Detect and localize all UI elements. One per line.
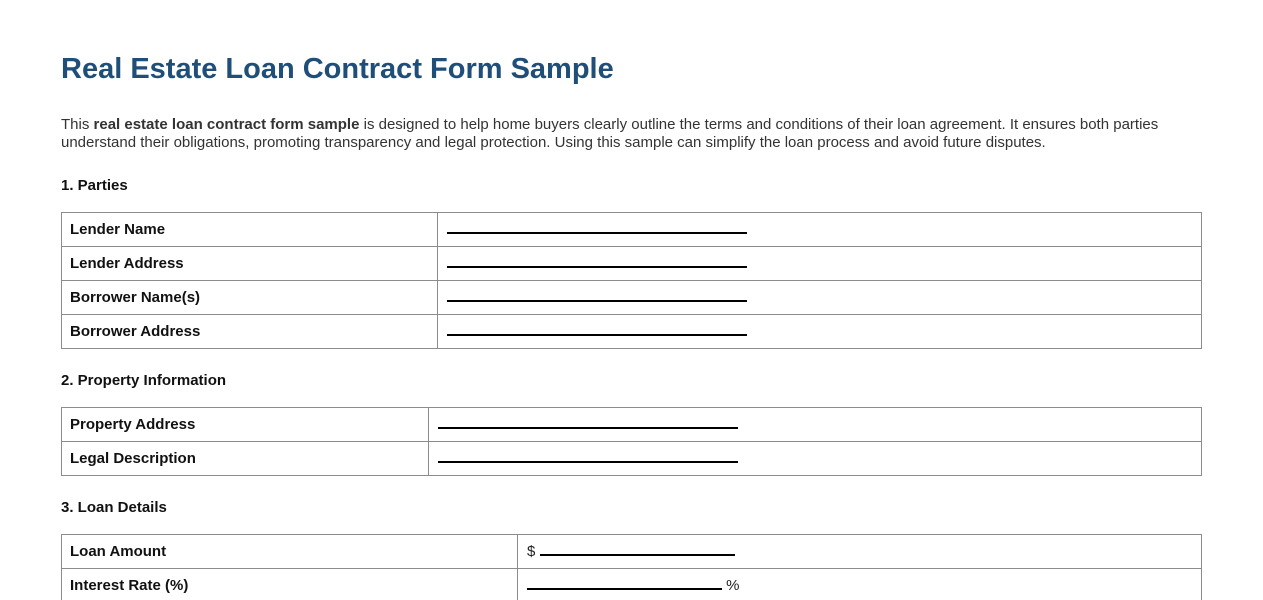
field-value-loan-amount	[518, 535, 1202, 569]
table-row	[62, 281, 1202, 315]
field-value-borrower-names	[438, 281, 1202, 315]
intro-bold-keyword: real estate loan contract form sample	[93, 116, 360, 133]
loan-details-table	[61, 534, 1202, 600]
field-label-lender-name: Lender Name	[62, 213, 438, 247]
section-heading-parties: 1. Parties	[61, 177, 128, 194]
section-heading-property-information: 2. Property Information	[61, 372, 227, 389]
blank-line	[447, 323, 747, 336]
blank-line	[447, 221, 747, 234]
table-row	[62, 569, 1202, 600]
field-label-interest-rate: Interest Rate (%)	[62, 569, 518, 600]
property-information-table	[61, 407, 1202, 476]
field-label-borrower-names: Borrower Name(s)	[62, 281, 438, 315]
blank-line	[438, 450, 738, 463]
document-page	[0, 53, 1263, 600]
table-row	[62, 315, 1202, 349]
percent-suffix: %	[726, 577, 740, 594]
field-value-property-address	[429, 408, 1202, 442]
table-row	[62, 408, 1202, 442]
page-title: Real Estate Loan Contract Form Sample	[61, 53, 614, 85]
currency-prefix: $	[527, 543, 536, 560]
intro-text-before: This	[61, 116, 94, 133]
table-row	[62, 535, 1202, 569]
blank-line	[527, 577, 722, 590]
field-label-borrower-address: Borrower Address	[62, 315, 438, 349]
field-value-borrower-address	[438, 315, 1202, 349]
field-label-lender-address: Lender Address	[62, 247, 438, 281]
field-label-property-address: Property Address	[62, 408, 429, 442]
blank-line	[447, 289, 747, 302]
field-label-loan-amount: Loan Amount	[62, 535, 518, 569]
parties-table	[61, 212, 1202, 349]
blank-line	[447, 255, 747, 268]
intro-text-after: is designed to help home buyers clearly outline the terms and conditions of their loan agreement. It ensures both parties understand their obligations, promoting transparency and legal protection. Using this sample can simplify the loan process and avoid future disputes.	[61, 116, 1159, 151]
section-heading-loan-details: 3. Loan Details	[61, 499, 167, 516]
table-row	[62, 247, 1202, 281]
field-value-lender-name	[438, 213, 1202, 247]
field-value-interest-rate	[518, 569, 1202, 600]
table-row	[62, 213, 1202, 247]
table-row	[62, 442, 1202, 476]
field-value-legal-description	[429, 442, 1202, 476]
field-label-legal-description: Legal Description	[62, 442, 429, 476]
intro-paragraph	[61, 116, 1181, 151]
blank-line	[438, 416, 738, 429]
blank-line	[540, 543, 735, 556]
field-value-lender-address	[438, 247, 1202, 281]
